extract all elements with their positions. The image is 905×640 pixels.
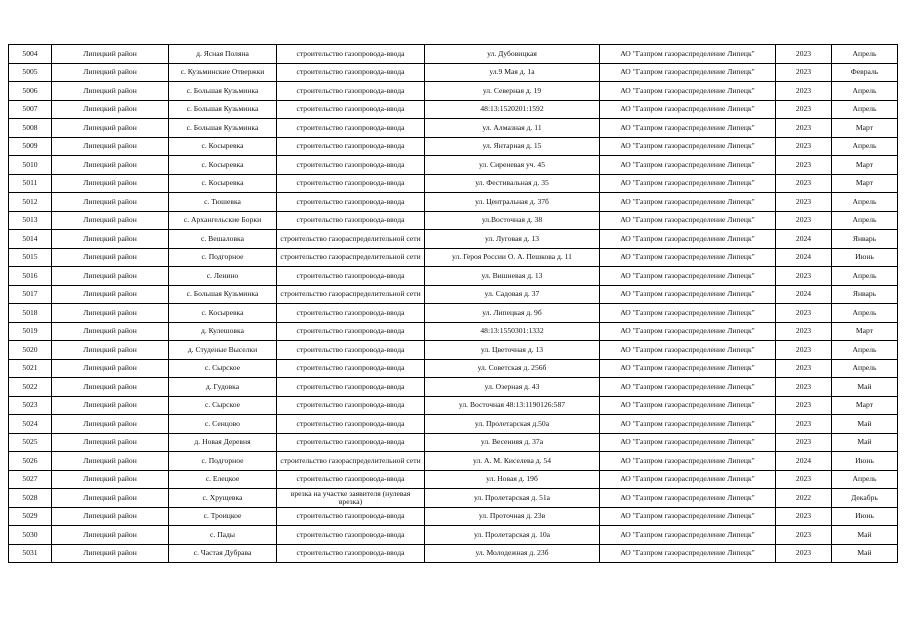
address-cell: ул. Янтарная д. 15 [425,137,600,156]
address-cell: ул. Проточная д. 23в [425,507,600,526]
table-row [9,267,898,286]
district-cell: Липецкий район [52,248,169,267]
address-cell: ул. Цветочная д. 13 [425,341,600,360]
table-row [9,248,898,267]
row-number-cell: 5009 [9,137,52,156]
organization-cell: АО "Газпром газораспределение Липецк" [600,100,776,119]
locality-cell: с. Косыревка [169,304,277,323]
work-type-cell: строительство газопровода-ввода [277,63,425,82]
table-row [9,507,898,526]
locality-cell: с. Ленино [169,267,277,286]
organization-cell: АО "Газпром газораспределение Липецк" [600,526,776,545]
locality-cell: с. Елецкое [169,470,277,489]
month-cell: Март [832,396,898,415]
month-cell: Январь [832,285,898,304]
locality-cell: д. Студеные Выселки [169,341,277,360]
district-cell: Липецкий район [52,156,169,175]
address-cell: ул. Пролетарская д.50а [425,415,600,434]
district-cell: Липецкий район [52,415,169,434]
table-row [9,211,898,230]
row-number-cell: 5010 [9,156,52,175]
address-cell: ул. Дубовицкая [425,45,600,64]
district-cell: Липецкий район [52,489,169,508]
organization-cell: АО "Газпром газораспределение Липецк" [600,415,776,434]
district-cell: Липецкий район [52,359,169,378]
address-cell: ул. Сиреневая уч. 45 [425,156,600,175]
address-cell: ул. Героя России О. А. Пешкова д. 11 [425,248,600,267]
district-cell: Липецкий район [52,526,169,545]
work-type-cell: строительство газопровода-ввода [277,544,425,563]
address-cell: ул. Алмазная д. 11 [425,119,600,138]
address-cell: ул. Пролетарская д. 51а [425,489,600,508]
district-cell: Липецкий район [52,119,169,138]
year-cell: 2023 [776,470,832,489]
row-number-cell: 5006 [9,82,52,101]
address-cell: ул. Вишневая д. 13 [425,267,600,286]
table-row [9,285,898,304]
row-number-cell: 5011 [9,174,52,193]
year-cell: 2023 [776,526,832,545]
work-type-cell: врезка на участке заявителя (нулевая врезка) [277,489,425,508]
year-cell: 2023 [776,322,832,341]
district-cell: Липецкий район [52,174,169,193]
table-row [9,193,898,212]
row-number-cell: 5005 [9,63,52,82]
locality-cell: д. Гудовка [169,378,277,397]
organization-cell: АО "Газпром газораспределение Липецк" [600,285,776,304]
row-number-cell: 5007 [9,100,52,119]
district-cell: Липецкий район [52,341,169,360]
year-cell: 2024 [776,285,832,304]
district-cell: Липецкий район [52,285,169,304]
organization-cell: АО "Газпром газораспределение Липецк" [600,544,776,563]
row-number-cell: 5029 [9,507,52,526]
district-cell: Липецкий район [52,100,169,119]
organization-cell: АО "Газпром газораспределение Липецк" [600,396,776,415]
locality-cell: с. Косыревка [169,156,277,175]
work-type-cell: строительство газораспределительной сети [277,285,425,304]
year-cell: 2023 [776,100,832,119]
work-type-cell: строительство газопровода-ввода [277,156,425,175]
locality-cell: с. Большая Кузьминка [169,82,277,101]
table-row [9,452,898,471]
district-cell: Липецкий район [52,322,169,341]
work-type-cell: строительство газопровода-ввода [277,174,425,193]
locality-cell: с. Большая Кузьминка [169,119,277,138]
year-cell: 2023 [776,359,832,378]
row-number-cell: 5020 [9,341,52,360]
year-cell: 2023 [776,415,832,434]
table-row [9,156,898,175]
district-cell: Липецкий район [52,137,169,156]
organization-cell: АО "Газпром газораспределение Липецк" [600,507,776,526]
row-number-cell: 5028 [9,489,52,508]
organization-cell: АО "Газпром газораспределение Липецк" [600,267,776,286]
row-number-cell: 5012 [9,193,52,212]
row-number-cell: 5026 [9,452,52,471]
address-cell: ул. Восточная 48:13:1190126:587 [425,396,600,415]
table-row [9,415,898,434]
year-cell: 2023 [776,396,832,415]
month-cell: Апрель [832,45,898,64]
locality-cell: с. Сырское [169,359,277,378]
locality-cell: с. Частая Дубрава [169,544,277,563]
table-row [9,396,898,415]
row-number-cell: 5025 [9,433,52,452]
table-row [9,489,898,508]
organization-cell: АО "Газпром газораспределение Липецк" [600,119,776,138]
month-cell: Июнь [832,248,898,267]
work-type-cell: строительство газопровода-ввода [277,415,425,434]
locality-cell: с. Пады [169,526,277,545]
organization-cell: АО "Газпром газораспределение Липецк" [600,156,776,175]
address-cell: ул. Молодежная д. 23б [425,544,600,563]
address-cell: ул. Новая д. 19б [425,470,600,489]
address-cell: ул. Озерная д. 43 [425,378,600,397]
address-cell: ул. Центральная д. 37б [425,193,600,212]
organization-cell: АО "Газпром газораспределение Липецк" [600,193,776,212]
table-row [9,174,898,193]
row-number-cell: 5021 [9,359,52,378]
year-cell: 2023 [776,341,832,360]
row-number-cell: 5014 [9,230,52,249]
month-cell: Апрель [832,193,898,212]
district-cell: Липецкий район [52,452,169,471]
work-type-cell: строительство газопровода-ввода [277,137,425,156]
month-cell: Май [832,415,898,434]
locality-cell: с. Тюшевка [169,193,277,212]
year-cell: 2023 [776,63,832,82]
address-cell: ул. Садовая д. 37 [425,285,600,304]
table-row [9,470,898,489]
table-row [9,378,898,397]
district-cell: Липецкий район [52,230,169,249]
year-cell: 2023 [776,211,832,230]
organization-cell: АО "Газпром газораспределение Липецк" [600,359,776,378]
locality-cell: с. Сырское [169,396,277,415]
year-cell: 2023 [776,45,832,64]
row-number-cell: 5024 [9,415,52,434]
table-row [9,45,898,64]
locality-cell: с. Хрущевка [169,489,277,508]
table-row [9,119,898,138]
work-type-cell: строительство газопровода-ввода [277,396,425,415]
locality-cell: д. Ясная Поляна [169,45,277,64]
work-type-cell: строительство газопровода-ввода [277,193,425,212]
gas-works-table [8,44,898,563]
month-cell: Май [832,544,898,563]
row-number-cell: 5004 [9,45,52,64]
locality-cell: с. Вешаловка [169,230,277,249]
row-number-cell: 5016 [9,267,52,286]
table-row [9,341,898,360]
work-type-cell: строительство газопровода-ввода [277,359,425,378]
row-number-cell: 5022 [9,378,52,397]
row-number-cell: 5017 [9,285,52,304]
year-cell: 2024 [776,452,832,471]
locality-cell: д. Кулешовка [169,322,277,341]
table-row [9,100,898,119]
work-type-cell: строительство газопровода-ввода [277,211,425,230]
month-cell: Апрель [832,359,898,378]
address-cell: ул.Восточная д. 38 [425,211,600,230]
row-number-cell: 5015 [9,248,52,267]
organization-cell: АО "Газпром газораспределение Липецк" [600,137,776,156]
year-cell: 2023 [776,119,832,138]
year-cell: 2024 [776,248,832,267]
row-number-cell: 5013 [9,211,52,230]
month-cell: Февраль [832,63,898,82]
organization-cell: АО "Газпром газораспределение Липецк" [600,341,776,360]
year-cell: 2023 [776,304,832,323]
row-number-cell: 5031 [9,544,52,563]
year-cell: 2023 [776,544,832,563]
row-number-cell: 5019 [9,322,52,341]
address-cell: ул. Фестивальная д. 35 [425,174,600,193]
organization-cell: АО "Газпром газораспределение Липецк" [600,489,776,508]
locality-cell: с. Архангельские Борки [169,211,277,230]
district-cell: Липецкий район [52,63,169,82]
year-cell: 2023 [776,193,832,212]
district-cell: Липецкий район [52,433,169,452]
table-row [9,63,898,82]
district-cell: Липецкий район [52,396,169,415]
organization-cell: АО "Газпром газораспределение Липецк" [600,248,776,267]
month-cell: Январь [832,230,898,249]
district-cell: Липецкий район [52,211,169,230]
locality-cell: с. Косыревка [169,174,277,193]
work-type-cell: строительство газопровода-ввода [277,304,425,323]
address-cell: ул. А. М. Киселева д. 54 [425,452,600,471]
row-number-cell: 5008 [9,119,52,138]
address-cell: ул. Северная д. 19 [425,82,600,101]
month-cell: Март [832,119,898,138]
organization-cell: АО "Газпром газораспределение Липецк" [600,82,776,101]
month-cell: Апрель [832,470,898,489]
locality-cell: с. Подгорное [169,248,277,267]
year-cell: 2023 [776,137,832,156]
organization-cell: АО "Газпром газораспределение Липецк" [600,174,776,193]
month-cell: Апрель [832,211,898,230]
table-row [9,526,898,545]
year-cell: 2022 [776,489,832,508]
row-number-cell: 5030 [9,526,52,545]
month-cell: Май [832,433,898,452]
locality-cell: с. Подгорное [169,452,277,471]
month-cell: Май [832,378,898,397]
table-row [9,433,898,452]
address-cell: ул. Весенняя д. 37а [425,433,600,452]
locality-cell: с. Большая Кузьминка [169,100,277,119]
district-cell: Липецкий район [52,507,169,526]
district-cell: Липецкий район [52,470,169,489]
district-cell: Липецкий район [52,304,169,323]
month-cell: Декабрь [832,489,898,508]
table-row [9,544,898,563]
work-type-cell: строительство газораспределительной сети [277,452,425,471]
row-number-cell: 5018 [9,304,52,323]
year-cell: 2023 [776,267,832,286]
work-type-cell: строительство газопровода-ввода [277,100,425,119]
work-type-cell: строительство газопровода-ввода [277,119,425,138]
work-type-cell: строительство газопровода-ввода [277,433,425,452]
year-cell: 2023 [776,433,832,452]
work-type-cell: строительство газопровода-ввода [277,82,425,101]
work-type-cell: строительство газопровода-ввода [277,322,425,341]
year-cell: 2023 [776,82,832,101]
locality-cell: с. Троицкое [169,507,277,526]
year-cell: 2023 [776,378,832,397]
work-type-cell: строительство газопровода-ввода [277,470,425,489]
month-cell: Март [832,174,898,193]
address-cell: ул.9 Мая д. 1а [425,63,600,82]
table-row [9,359,898,378]
work-type-cell: строительство газопровода-ввода [277,526,425,545]
work-type-cell: строительство газопровода-ввода [277,378,425,397]
month-cell: Март [832,322,898,341]
address-cell: ул. Пролетарская д. 10а [425,526,600,545]
organization-cell: АО "Газпром газораспределение Липецк" [600,470,776,489]
work-type-cell: строительство газопровода-ввода [277,341,425,360]
organization-cell: АО "Газпром газораспределение Липецк" [600,378,776,397]
document-page [8,44,898,563]
district-cell: Липецкий район [52,378,169,397]
year-cell: 2023 [776,507,832,526]
month-cell: Март [832,156,898,175]
row-number-cell: 5023 [9,396,52,415]
address-cell: 48:13:1550301:1332 [425,322,600,341]
work-type-cell: строительство газопровода-ввода [277,45,425,64]
locality-cell: с. Кузьминские Отвержки [169,63,277,82]
organization-cell: АО "Газпром газораспределение Липецк" [600,322,776,341]
organization-cell: АО "Газпром газораспределение Липецк" [600,433,776,452]
address-cell: 48:13:1520201:1592 [425,100,600,119]
month-cell: Апрель [832,137,898,156]
month-cell: Май [832,526,898,545]
row-number-cell: 5027 [9,470,52,489]
work-type-cell: строительство газопровода-ввода [277,507,425,526]
organization-cell: АО "Газпром газораспределение Липецк" [600,63,776,82]
year-cell: 2023 [776,174,832,193]
month-cell: Июнь [832,507,898,526]
month-cell: Апрель [832,100,898,119]
work-type-cell: строительство газораспределительной сети [277,248,425,267]
district-cell: Липецкий район [52,193,169,212]
year-cell: 2024 [776,230,832,249]
table-row [9,304,898,323]
work-type-cell: строительство газораспределительной сети [277,230,425,249]
address-cell: ул. Липецкая д. 9б [425,304,600,323]
month-cell: Апрель [832,267,898,286]
organization-cell: АО "Газпром газораспределение Липецк" [600,452,776,471]
address-cell: ул. Советская д. 256б [425,359,600,378]
district-cell: Липецкий район [52,45,169,64]
locality-cell: д. Новая Деревня [169,433,277,452]
organization-cell: АО "Газпром газораспределение Липецк" [600,230,776,249]
organization-cell: АО "Газпром газораспределение Липецк" [600,211,776,230]
table-row [9,230,898,249]
table-row [9,82,898,101]
year-cell: 2023 [776,156,832,175]
organization-cell: АО "Газпром газораспределение Липецк" [600,45,776,64]
organization-cell: АО "Газпром газораспределение Липецк" [600,304,776,323]
address-cell: ул. Луговая д. 13 [425,230,600,249]
locality-cell: с. Сенцово [169,415,277,434]
locality-cell: с. Большая Кузьминка [169,285,277,304]
work-type-cell: строительство газопровода-ввода [277,267,425,286]
table-body [9,45,898,563]
locality-cell: с. Косыревка [169,137,277,156]
district-cell: Липецкий район [52,267,169,286]
district-cell: Липецкий район [52,544,169,563]
month-cell: Апрель [832,341,898,360]
month-cell: Июнь [832,452,898,471]
month-cell: Апрель [832,304,898,323]
table-row [9,137,898,156]
district-cell: Липецкий район [52,82,169,101]
month-cell: Апрель [832,82,898,101]
table-row [9,322,898,341]
